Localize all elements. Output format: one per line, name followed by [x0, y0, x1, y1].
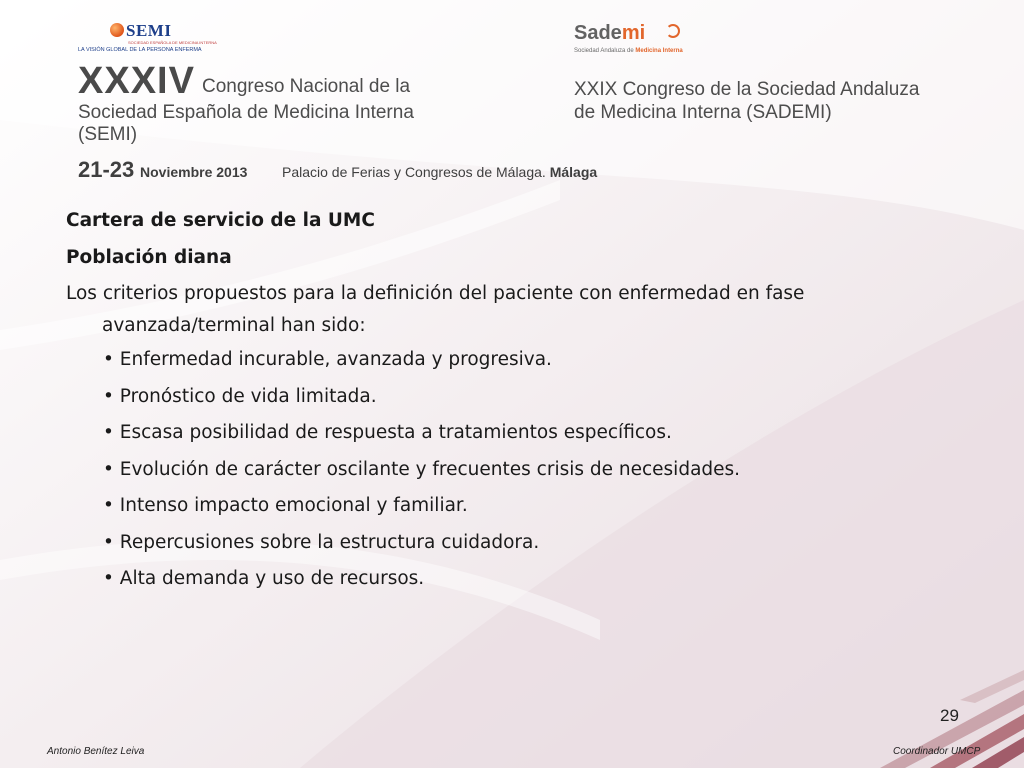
congress-title-line1: Congreso Nacional de la — [202, 76, 411, 97]
sademi-logo-text: Sademi — [574, 22, 646, 44]
semi-globe-icon — [110, 23, 124, 37]
sademi-congress-line1: XXIX Congreso de la Sociedad Andaluza — [574, 79, 920, 100]
page-number: 29 — [940, 706, 959, 725]
sademi-logo — [574, 22, 724, 58]
sademi-congress-line2: de Medicina Interna (SADEMI) — [574, 102, 832, 123]
congress-title-line2: Sociedad Española de Medicina Interna — [78, 102, 414, 123]
sademi-mark-icon — [666, 24, 680, 38]
footer-author: Antonio Benítez Leiva — [47, 746, 145, 757]
congress-venue: Palacio de Ferias y Congresos de Málaga. Málaga — [282, 164, 598, 180]
criteria-intro: Los criterios propuestos para la definición del paciente con enfermedad en fase avanzada/terminal han sido: — [66, 283, 805, 336]
criteria-item: • Repercusiones sobre la estructura cuidadora. — [103, 531, 540, 553]
semi-logo-subtext: SOCIEDAD ESPAÑOLA DE MEDICINA INTERNA — [128, 40, 217, 45]
slide-subheading: Población diana — [66, 246, 232, 268]
slide-content — [66, 203, 946, 598]
congress-title-line3: (SEMI) — [78, 124, 138, 145]
criteria-item: • Intenso impacto emocional y familiar. — [103, 495, 468, 516]
criteria-item: • Pronóstico de vida limitada. — [103, 385, 377, 407]
sademi-logo-tagline: Sociedad Andaluza de Medicina Interna — [574, 48, 683, 54]
footer-role: Coordinador UMCP — [893, 746, 981, 757]
criteria-item: • Alta demanda y uso de recursos. — [103, 568, 425, 589]
congress-dates: 21-23 — [78, 157, 135, 182]
semi-logo-text: SEMI — [126, 21, 172, 40]
criteria-item: • Escasa posibilidad de respuesta a tratamientos específicos. — [103, 422, 672, 443]
semi-logo-tagline: LA VISIÓN GLOBAL DE LA PERSONA ENFERMA — [78, 47, 202, 53]
criteria-item: • Enfermedad incurable, avanzada y progresiva. — [103, 349, 552, 370]
criteria-item: • Evolución de carácter oscilante y frecuentes crisis de necesidades. — [103, 458, 741, 480]
slide-heading: Cartera de servicio de la UMC — [66, 210, 375, 231]
congress-number: XXXIV — [78, 60, 195, 102]
congress-month: Noviembre 2013 — [140, 164, 248, 180]
semi-logo — [78, 20, 218, 60]
